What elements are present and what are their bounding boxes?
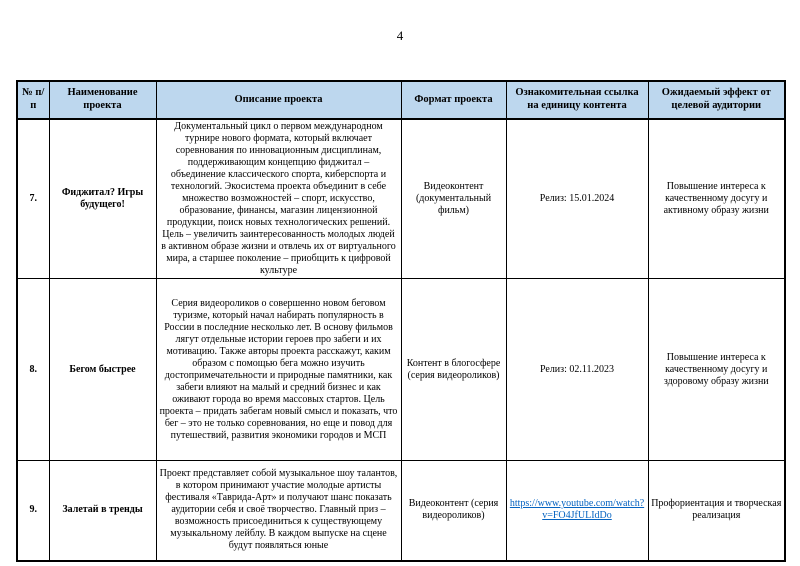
cell-row-number: 8. <box>17 279 49 461</box>
header-expected-effect: Ожидаемый эффект от целевой аудитории <box>648 81 785 119</box>
cell-project-description: Серия видеороликов о совершенно новом беговом туризме, который начал набирать популярность в России в последние несколько лет. В основу фильмов лягут отдельные истории героев про забеги и их мотивацию. Также авторы проекта расскажут, каким образом с помощью бега можно изучить достопримечательности и природные памятники, как забеги влияют на малый и средний бизнес и как оживают города во время массовых стартов. Цель проекта – придать забегам новый смысл и показать, что бег – это не только соревнования, но еще и повод для путешествий, развития экономики городов и МСП <box>156 279 401 461</box>
cell-project-format: Видеоконтент (серия видеороликов) <box>401 461 506 561</box>
header-project-description: Описание проекта <box>156 81 401 119</box>
cell-project-name: Фиджитал? Игры будущего! <box>49 119 156 279</box>
cell-expected-effect: Профориентация и творческая реализация <box>648 461 785 561</box>
cell-content-link <box>506 461 648 561</box>
cell-project-name: Залетай в тренды <box>49 461 156 561</box>
table-header-row <box>17 81 785 119</box>
cell-row-number: 9. <box>17 461 49 561</box>
cell-project-description: Проект представляет собой музыкальное шоу талантов, в котором принимают участие молодые артисты фестиваля «Таврида-Арт» и получают шанс показать аудитории себя и своё творчество. Главный приз – возможность присоединиться к существующему музыкальному лейблу. В каждом выпуске на сцене будут появляться юные <box>156 461 401 561</box>
cell-content-link: Релиз: 15.01.2024 <box>506 119 648 279</box>
cell-project-name: Бегом быстрее <box>49 279 156 461</box>
cell-expected-effect: Повышение интереса к качественному досугу и активному образу жизни <box>648 119 785 279</box>
table-row <box>17 461 785 561</box>
cell-content-link: Релиз: 02.11.2023 <box>506 279 648 461</box>
projects-table <box>16 80 786 562</box>
youtube-link[interactable]: https://www.youtube.com/watch?v=FO4JfULIdDo <box>509 498 645 522</box>
cell-project-description: Документальный цикл о первом международном турнире нового формата, который включает соревнования по инновационным дисциплинам, поддерживающим концепцию фиджитал – объединение классического спорта, киберспорта и технологий. Экосистема проекта объединит в себе множество возможностей – спорт, искусство, образование, финансы, магазин лицензионной продукции, поиск новых технологических решений. Цель – увеличить заинтересованность молодых людей в активном образе жизни и отвлечь их от виртуального мира, а старшее поколение – приобщить к цифровой культуре <box>156 119 401 279</box>
header-row-number: № п/п <box>17 81 49 119</box>
cell-project-format: Контент в блогосфере (серия видеороликов) <box>401 279 506 461</box>
table-row <box>17 279 785 461</box>
cell-expected-effect: Повышение интереса к качественному досугу и здоровому образу жизни <box>648 279 785 461</box>
cell-row-number: 7. <box>17 119 49 279</box>
header-project-format: Формат проекта <box>401 81 506 119</box>
table-row <box>17 119 785 279</box>
header-content-link: Ознакомительная ссылка на единицу контента <box>506 81 648 119</box>
page-number: 4 <box>396 28 404 43</box>
cell-project-format: Видеоконтент (документальный фильм) <box>401 119 506 279</box>
header-project-name: Наименование проекта <box>49 81 156 119</box>
